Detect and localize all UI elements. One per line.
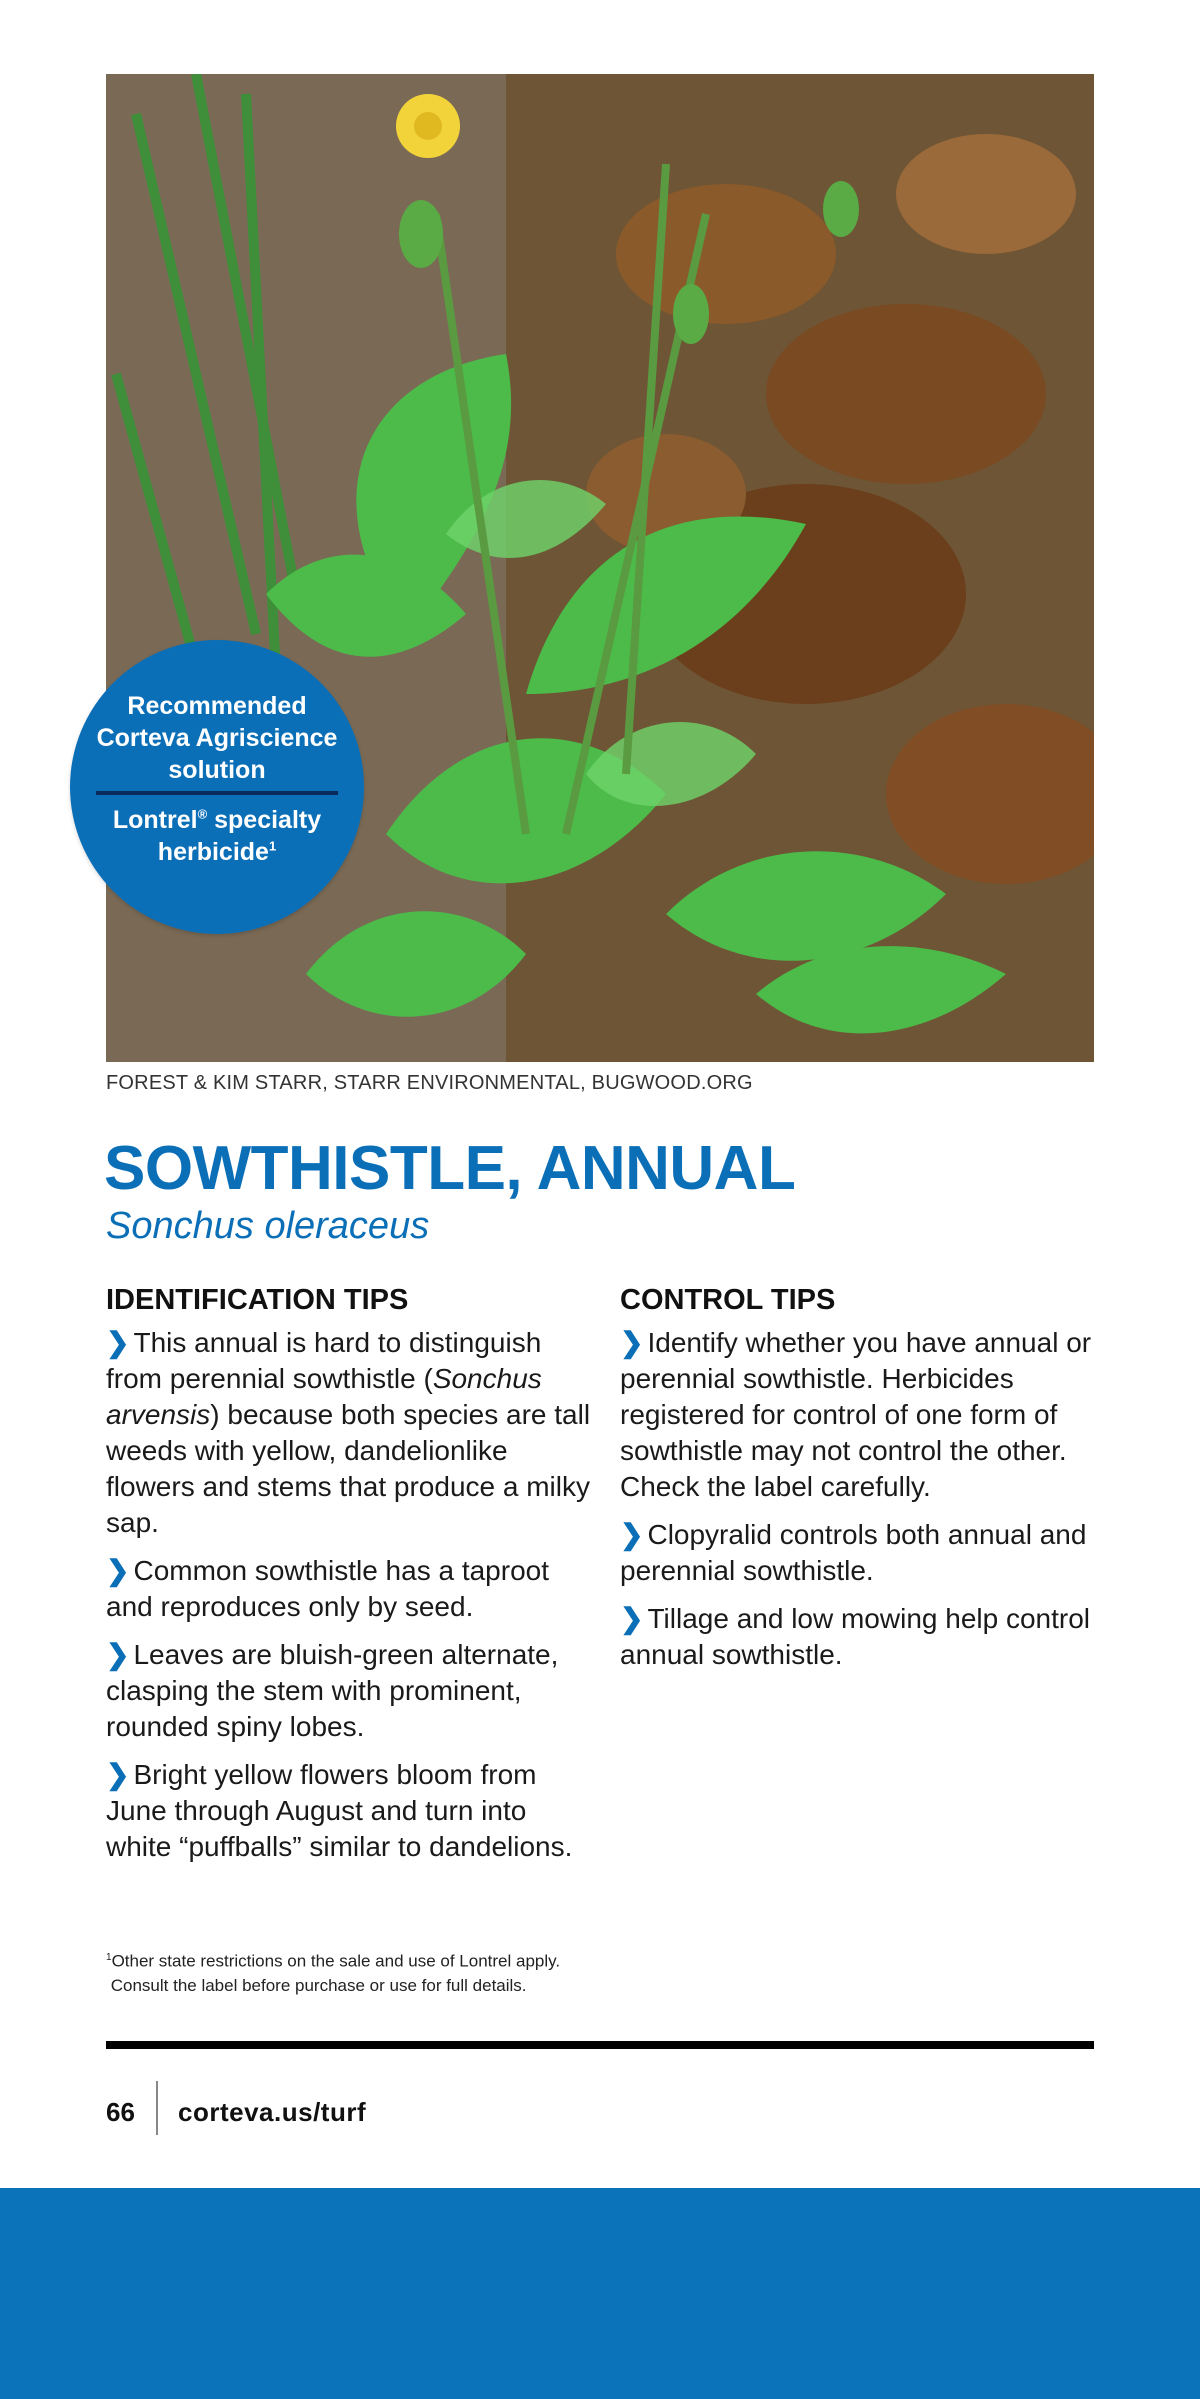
- footer-rule: [106, 2041, 1094, 2049]
- chevron-right-icon: ❯: [106, 1327, 130, 1358]
- badge-product-name: Lontrel: [112, 806, 198, 834]
- page-number: 66: [106, 2097, 135, 2127]
- badge-divider: [96, 791, 338, 795]
- photo-credit: FOREST & KIM STARR, STARR ENVIRONMENTAL, BUGWOOD.ORG: [106, 1072, 753, 1094]
- badge-product-text: [90, 804, 344, 868]
- identification-tip: ❯ Common sowthistle has a taproot and reproduces only by seed.: [106, 1555, 549, 1622]
- footnote-marker: 1: [106, 1952, 112, 1963]
- identification-tip: ❯ Bright yellow flowers bloom from June through August and turn into white “puffballs” similar to dandelions.: [106, 1759, 573, 1862]
- scientific-name: Sonchus oleraceus: [106, 1205, 430, 1247]
- control-tips-heading: CONTROL TIPS: [620, 1284, 836, 1316]
- footnote-line-2: Consult the label before purchase or use for full details.: [110, 1975, 527, 1995]
- identification-tip: ❯ This annual is hard to distinguish from perennial sowthistle (Sonchus arvensis) because both species are tall weeds with yellow, dandelionlike flowers and stems that produce a milky sap.: [106, 1327, 591, 1538]
- chevron-right-icon: ❯: [106, 1759, 130, 1790]
- footnote: [106, 1946, 560, 1998]
- badge-registered-mark: ®: [197, 806, 208, 822]
- footnote-line-1: $^1$Other state restrictions on the sale and use of Lontrel apply.: [106, 1951, 561, 1971]
- chevron-right-icon: ❯: [620, 1603, 644, 1634]
- identification-tips-section: [106, 1284, 596, 1877]
- recommended-solution-badge: [70, 640, 364, 934]
- control-tips-section: [620, 1284, 1110, 1685]
- footer-separator: [156, 2081, 158, 2135]
- chevron-right-icon: ❯: [620, 1519, 644, 1550]
- page-title: SOWTHISTLE, ANNUAL: [104, 1134, 796, 1203]
- badge-recommended-text: Recommended Corteva Agriscience solution: [96, 692, 338, 784]
- identification-tip: ❯ Leaves are bluish-green alternate, clasping the stem with prominent, rounded spiny lobes.: [106, 1639, 559, 1742]
- control-tip: ❯ Clopyralid controls both annual and perennial sowthistle.: [620, 1519, 1087, 1586]
- chevron-right-icon: ❯: [106, 1555, 130, 1586]
- chevron-right-icon: ❯: [620, 1327, 644, 1358]
- identification-tips-heading: IDENTIFICATION TIPS: [106, 1284, 409, 1316]
- badge-product-rest: specialty herbicide: [157, 806, 322, 866]
- control-tip: ❯ Identify whether you have annual or perennial sowthistle. Herbicides registered for control of one form of sowthistle may not control the other. Check the label carefully.: [620, 1327, 1092, 1502]
- chevron-right-icon: ❯: [106, 1639, 130, 1670]
- footer-color-band: [0, 2188, 1200, 2399]
- control-tip: ❯ Tillage and low mowing help control annual sowthistle.: [620, 1603, 1090, 1670]
- badge-footnote-marker: 1: [268, 838, 277, 854]
- website-link[interactable]: corteva.us/turf: [178, 2097, 367, 2127]
